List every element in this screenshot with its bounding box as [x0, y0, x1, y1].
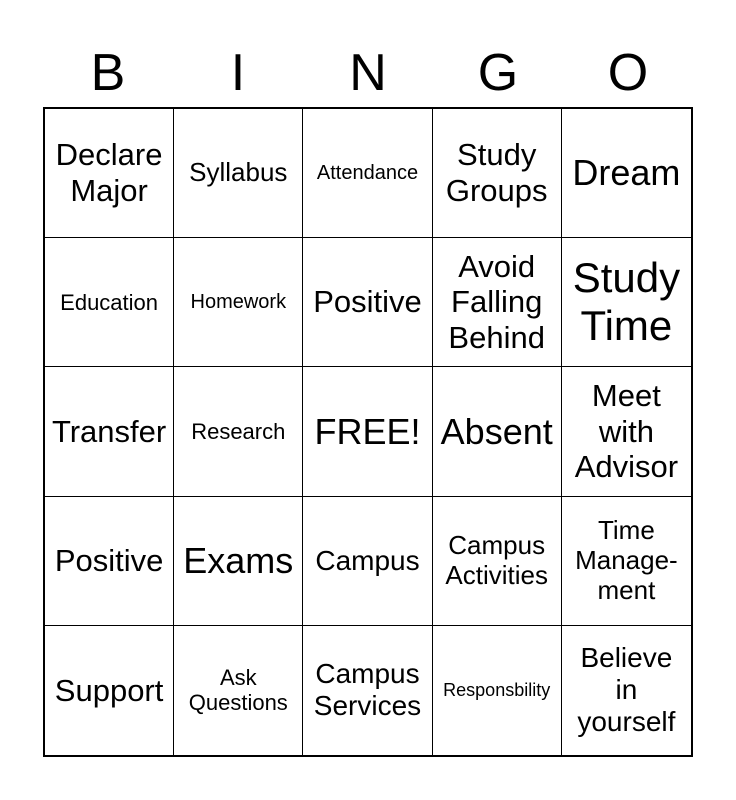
bingo-cell[interactable]	[562, 109, 691, 238]
cell-text: Campus	[315, 544, 420, 576]
bingo-cell[interactable]	[45, 367, 174, 496]
cell-text: Positive	[54, 542, 164, 578]
header-letter-g: G	[477, 44, 519, 102]
cell-text: Avoid Falling Behind	[448, 248, 545, 356]
bingo-cell[interactable]	[45, 497, 174, 626]
bingo-cell[interactable]	[45, 238, 174, 367]
bingo-cell-free[interactable]	[303, 367, 432, 496]
bingo-cell[interactable]	[45, 626, 174, 755]
bingo-board	[43, 107, 693, 757]
bingo-cell[interactable]	[174, 497, 303, 626]
header-letter-n: N	[349, 44, 387, 102]
cell-text: Declare Major	[55, 137, 163, 209]
bingo-cell[interactable]	[303, 109, 432, 238]
bingo-cell[interactable]	[433, 497, 562, 626]
bingo-cell[interactable]	[174, 626, 303, 755]
bingo-header	[43, 40, 693, 106]
bingo-cell[interactable]	[562, 497, 691, 626]
bingo-cell[interactable]	[303, 497, 432, 626]
cell-text: Absent	[440, 410, 553, 452]
bingo-cell[interactable]	[433, 109, 562, 238]
bingo-cell[interactable]	[174, 238, 303, 367]
bingo-cell[interactable]	[433, 626, 562, 755]
cell-text: Dream	[572, 152, 681, 194]
cell-text: Ask Questions	[188, 665, 288, 716]
cell-text: Transfer	[51, 413, 167, 449]
cell-text: Education	[60, 289, 159, 315]
cell-text: FREE!	[314, 410, 421, 452]
cell-text: Responsbility	[443, 680, 551, 701]
cell-text: Exams	[183, 540, 294, 581]
bingo-cell[interactable]	[174, 367, 303, 496]
cell-text: Study Groups	[445, 137, 548, 209]
cell-text: Research	[191, 418, 286, 444]
cell-text: Support	[54, 672, 164, 708]
bingo-cell[interactable]	[433, 238, 562, 367]
cell-text: Study Time	[572, 253, 681, 350]
header-letter-i: I	[230, 44, 246, 102]
bingo-cell[interactable]	[45, 109, 174, 238]
cell-text: Attendance	[316, 161, 419, 184]
bingo-cell[interactable]	[562, 238, 691, 367]
cell-text: Positive	[313, 284, 422, 320]
header-letter-o: O	[607, 44, 649, 102]
cell-text: Syllabus	[189, 157, 288, 188]
bingo-cell[interactable]	[303, 626, 432, 755]
cell-text: Campus Services	[313, 658, 422, 722]
bingo-cell[interactable]	[562, 367, 691, 496]
cell-text: Homework	[190, 290, 287, 313]
cell-text: Meet with Advisor	[574, 378, 679, 485]
cell-text: Time Manage- ment	[575, 514, 678, 605]
cell-text: Campus Activities	[445, 529, 548, 590]
cell-text: Believe in yourself	[577, 642, 676, 738]
bingo-cell[interactable]	[562, 626, 691, 755]
bingo-cell[interactable]	[433, 367, 562, 496]
bingo-cell[interactable]	[303, 238, 432, 367]
bingo-cell[interactable]	[174, 109, 303, 238]
header-letter-b: B	[90, 44, 126, 102]
